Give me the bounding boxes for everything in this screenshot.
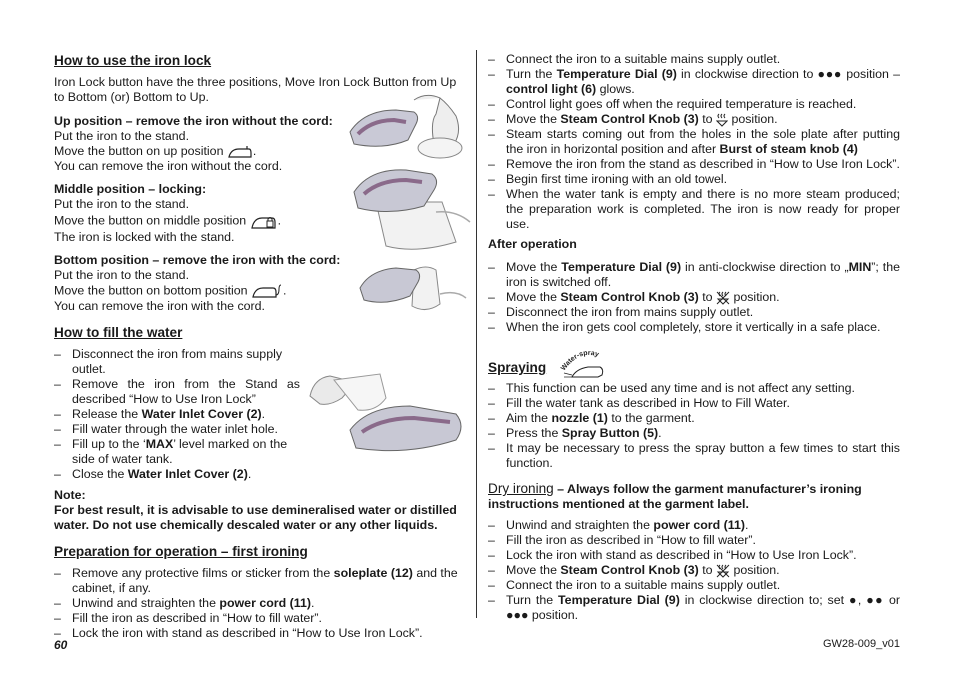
prep-step-1-c: and the cabinet, if any. <box>72 566 458 595</box>
lock-bottom-line2-end: . <box>283 283 287 298</box>
cont-step-3-text: Control light goes off when the required temperature is reached. <box>506 97 857 111</box>
fill-note-label: Note: <box>54 488 86 502</box>
fill-step-2 <box>54 377 300 407</box>
lock-up-heading: Up position – remove the iron without the cord: <box>54 114 333 128</box>
document-code: GW28-009_v01 <box>822 638 900 650</box>
right-column <box>488 52 900 623</box>
lock-bottom-line3: You can remove the iron with the cord. <box>54 299 265 313</box>
continued-steps-list <box>488 52 900 232</box>
steam-icon <box>716 113 728 127</box>
fill-step-3-a: Release the <box>72 407 142 421</box>
prep-step-1-a: Remove any protective films or sticker from the <box>72 566 334 580</box>
prep-step-3 <box>54 611 466 626</box>
fill-step-5 <box>54 437 300 467</box>
after-operation-title: After operation <box>488 237 577 251</box>
cont-step-2-e: glows. <box>596 82 635 96</box>
prep-step-4 <box>54 626 466 641</box>
after-step-1-b: Temperature Dial (9) <box>561 260 682 274</box>
cont-step-2 <box>488 67 900 97</box>
prep-step-1 <box>54 566 466 596</box>
prep-section-title: Preparation for operation – first ironing <box>54 544 308 559</box>
dry-step-6-c: in clockwise direction to; set ●, ●● or ●●● position. <box>506 593 900 622</box>
fill-step-3-b: Water Inlet Cover (2) <box>141 407 262 421</box>
dry-ironing-subtitle: – Always follow the garment manufacturer’s ironing instructions mentioned at the garment label. <box>488 482 862 511</box>
iron-on-stand-bottom-illustration <box>356 254 468 316</box>
after-step-2 <box>488 290 900 305</box>
page-number: 60 <box>54 638 68 652</box>
no-steam-icon-dry <box>716 564 730 578</box>
fill-section-title: How to fill the water <box>54 325 183 340</box>
dry-step-6-a: Turn the <box>506 593 559 607</box>
after-step-2-c: to <box>698 290 717 304</box>
lock-up-line3: You can remove the iron without the cord. <box>54 159 283 173</box>
lock-up-position-icon <box>227 145 253 159</box>
cont-step-4-b: Steam Control Knob (3) <box>560 112 699 126</box>
fill-step-4-text: Fill water through the water inlet hole. <box>72 422 278 436</box>
cont-step-7-text: Begin first time ironing with an old towel. <box>506 172 728 186</box>
dry-step-3-text: Lock the iron with stand as described in “How to Use Iron Lock”. <box>506 548 857 562</box>
after-step-2-d: position. <box>730 290 780 304</box>
lock-middle-heading: Middle position – locking: <box>54 182 207 196</box>
lock-bottom-line1: Put the iron to the stand. <box>54 268 190 282</box>
dry-step-1-b: power cord (11) <box>653 518 745 532</box>
prep-step-2 <box>54 596 466 611</box>
after-step-3-text: Disconnect the iron from mains supply outlet. <box>506 305 754 319</box>
dry-ironing-heading <box>488 481 900 512</box>
prep-step-2-a: Unwind and straighten the <box>72 596 220 610</box>
prep-step-2-b: power cord (11) <box>219 596 311 610</box>
spray-step-4-c: . <box>658 426 662 440</box>
after-step-4-text: When the iron gets cool completely, store it vertically in a safe place. <box>506 320 881 334</box>
after-operation-list <box>488 260 900 335</box>
lock-middle-line2-end: . <box>277 213 282 228</box>
no-steam-icon <box>716 291 730 305</box>
cont-step-3 <box>488 97 900 112</box>
fill-step-2-text: Remove the iron from the Stand as described “How to Use Iron Lock” <box>72 377 300 406</box>
dry-step-2-text: Fill the iron as described in “How to fill water”. <box>506 533 756 547</box>
fill-step-6-a: Close the <box>72 467 128 481</box>
after-step-1-a: Move the <box>506 260 562 274</box>
cont-step-8 <box>488 187 900 232</box>
prep-steps-list <box>54 566 466 641</box>
lock-bottom-line2-text: Move the button on bottom position <box>54 283 248 298</box>
lock-intro: Iron Lock button have the three positions, Move Iron Lock Button from Up to Bottom (or) Bottom to Up. <box>54 75 457 104</box>
after-step-1 <box>488 260 900 290</box>
svg-text:Water-spray <box>560 350 600 372</box>
dry-step-2 <box>488 533 900 548</box>
spray-step-4-b: Spray Button (5) <box>561 426 659 440</box>
cont-step-5-b: Burst of steam knob (4) <box>719 142 858 156</box>
after-step-3 <box>488 305 900 320</box>
iron-on-stand-locked-illustration <box>346 162 472 254</box>
dry-step-4-b: Steam Control Knob (3) <box>560 563 699 577</box>
spray-step-3-c: to the garment. <box>607 411 695 425</box>
dry-step-4-c: to <box>698 563 717 577</box>
cont-step-7 <box>488 172 900 187</box>
column-divider <box>476 50 477 618</box>
fill-step-3-c: . <box>261 407 266 421</box>
cont-step-5-a: Steam starts coming out from the holes in the sole plate after putting the iron in horizontal position and after <box>506 127 900 156</box>
dry-ironing-title: Dry ironing <box>488 481 554 496</box>
dry-ironing-list <box>488 518 900 623</box>
cont-step-6-text: Remove the iron from the stand as described in “How to Use Iron Lock”. <box>506 157 900 171</box>
cont-step-8-text: When the water tank is empty and there is no more steam produced; the preparation work is completed. The iron is now ready for proper use. <box>506 187 900 231</box>
cont-step-4-a: Move the <box>506 112 561 126</box>
spray-step-2-text: Fill the water tank as described in How to Fill Water. <box>506 396 790 410</box>
spray-step-1-text: This function can be used any time and is not affect any setting. <box>506 381 855 395</box>
cont-step-2-d: control light (6) <box>506 82 597 96</box>
spray-step-1 <box>488 381 900 396</box>
fill-note-text: For best result, it is advisable to use demineralised water or distilled water. Do not use chemically descaled water or any other liquids. <box>54 503 457 532</box>
dry-step-1-a: Unwind and straighten the <box>506 518 654 532</box>
filling-water-illustration <box>306 366 470 458</box>
after-step-4 <box>488 320 900 335</box>
spray-step-3 <box>488 411 900 426</box>
lock-middle-position-icon <box>250 212 278 230</box>
after-step-1-e: ”; the iron is switched off. <box>506 260 900 289</box>
lock-bottom-heading: Bottom position – remove the iron with the cord: <box>54 253 341 267</box>
dry-step-5 <box>488 578 900 593</box>
fill-step-6 <box>54 467 300 482</box>
iron-on-stand-up-illustration <box>344 92 470 162</box>
water-spray-icon <box>558 347 614 381</box>
spray-step-4-a: Press the <box>506 426 562 440</box>
dry-step-4 <box>488 563 900 578</box>
cont-step-4-c: to <box>698 112 717 126</box>
after-step-2-a: Move the <box>506 290 561 304</box>
dry-step-4-a: Move the <box>506 563 561 577</box>
prep-step-1-b: soleplate (12) <box>333 566 413 580</box>
dry-step-3 <box>488 548 900 563</box>
fill-step-3 <box>54 407 300 422</box>
dry-step-1 <box>488 518 900 533</box>
spray-step-3-b: nozzle (1) <box>551 411 608 425</box>
lock-middle-line3: The iron is locked with the stand. <box>54 230 235 244</box>
cont-step-1 <box>488 52 900 67</box>
lock-section-title: How to use the iron lock <box>54 53 212 68</box>
dry-step-1-c: . <box>744 518 749 532</box>
cont-step-6 <box>488 157 900 172</box>
dry-step-6 <box>488 593 900 623</box>
water-spray-icon-text: Water-spray <box>560 349 600 373</box>
fill-step-1 <box>54 347 300 377</box>
fill-step-6-c: . <box>247 467 252 481</box>
cont-step-4 <box>488 112 900 127</box>
fill-step-5-b: MAX <box>145 437 174 451</box>
lock-middle-line1: Put the iron to the stand. <box>54 197 190 211</box>
fill-step-5-a: Fill up to the ‘ <box>72 437 146 451</box>
spray-step-5 <box>488 441 900 471</box>
spray-step-2 <box>488 396 900 411</box>
fill-step-1-text: Disconnect the iron from mains supply outlet. <box>72 347 283 376</box>
dry-step-6-b: Temperature Dial (9) <box>558 593 680 607</box>
after-step-2-b: Steam Control Knob (3) <box>560 290 699 304</box>
prep-step-3-text: Fill the iron as described in “How to fill water”. <box>72 611 322 625</box>
cont-step-5 <box>488 127 900 157</box>
spray-step-3-a: Aim the <box>506 411 552 425</box>
spraying-header <box>488 347 900 381</box>
spraying-list <box>488 381 900 471</box>
fill-step-5-c: ’ level marked on the side of water tank. <box>72 437 288 466</box>
dry-step-4-d: position. <box>730 563 780 577</box>
lock-up-line2-end: . <box>252 144 257 158</box>
cont-step-1-text: Connect the iron to a suitable mains supply outlet. <box>506 52 781 66</box>
fill-steps-list <box>54 347 300 482</box>
cont-step-2-c: in clockwise direction to ●●● position – <box>676 67 900 81</box>
cont-step-2-a: Turn the <box>506 67 557 81</box>
prep-step-4-text: Lock the iron with stand as described in “How to Use Iron Lock”. <box>72 626 423 640</box>
spraying-section-title: Spraying <box>488 360 547 375</box>
spray-step-5-text: It may be necessary to press the spray button a few times to start this function. <box>506 441 900 470</box>
fill-step-4 <box>54 422 300 437</box>
cont-step-4-d: position. <box>728 112 778 126</box>
cont-step-2-b: Temperature Dial (9) <box>556 67 677 81</box>
fill-step-6-b: Water Inlet Cover (2) <box>127 467 248 481</box>
lock-middle-line2-text: Move the button on middle position <box>54 213 247 228</box>
lock-bottom-position-icon <box>251 283 283 299</box>
dry-step-5-text: Connect the iron to a suitable mains supply outlet. <box>506 578 781 592</box>
prep-step-2-c: . <box>310 596 315 610</box>
spray-step-4 <box>488 426 900 441</box>
after-step-1-d: MIN <box>848 260 872 274</box>
lock-up-line2-text: Move the button on up position <box>54 144 224 158</box>
after-step-1-c: in anti-clockwise direction to „ <box>681 260 849 274</box>
lock-up-line1: Put the iron to the stand. <box>54 129 190 143</box>
